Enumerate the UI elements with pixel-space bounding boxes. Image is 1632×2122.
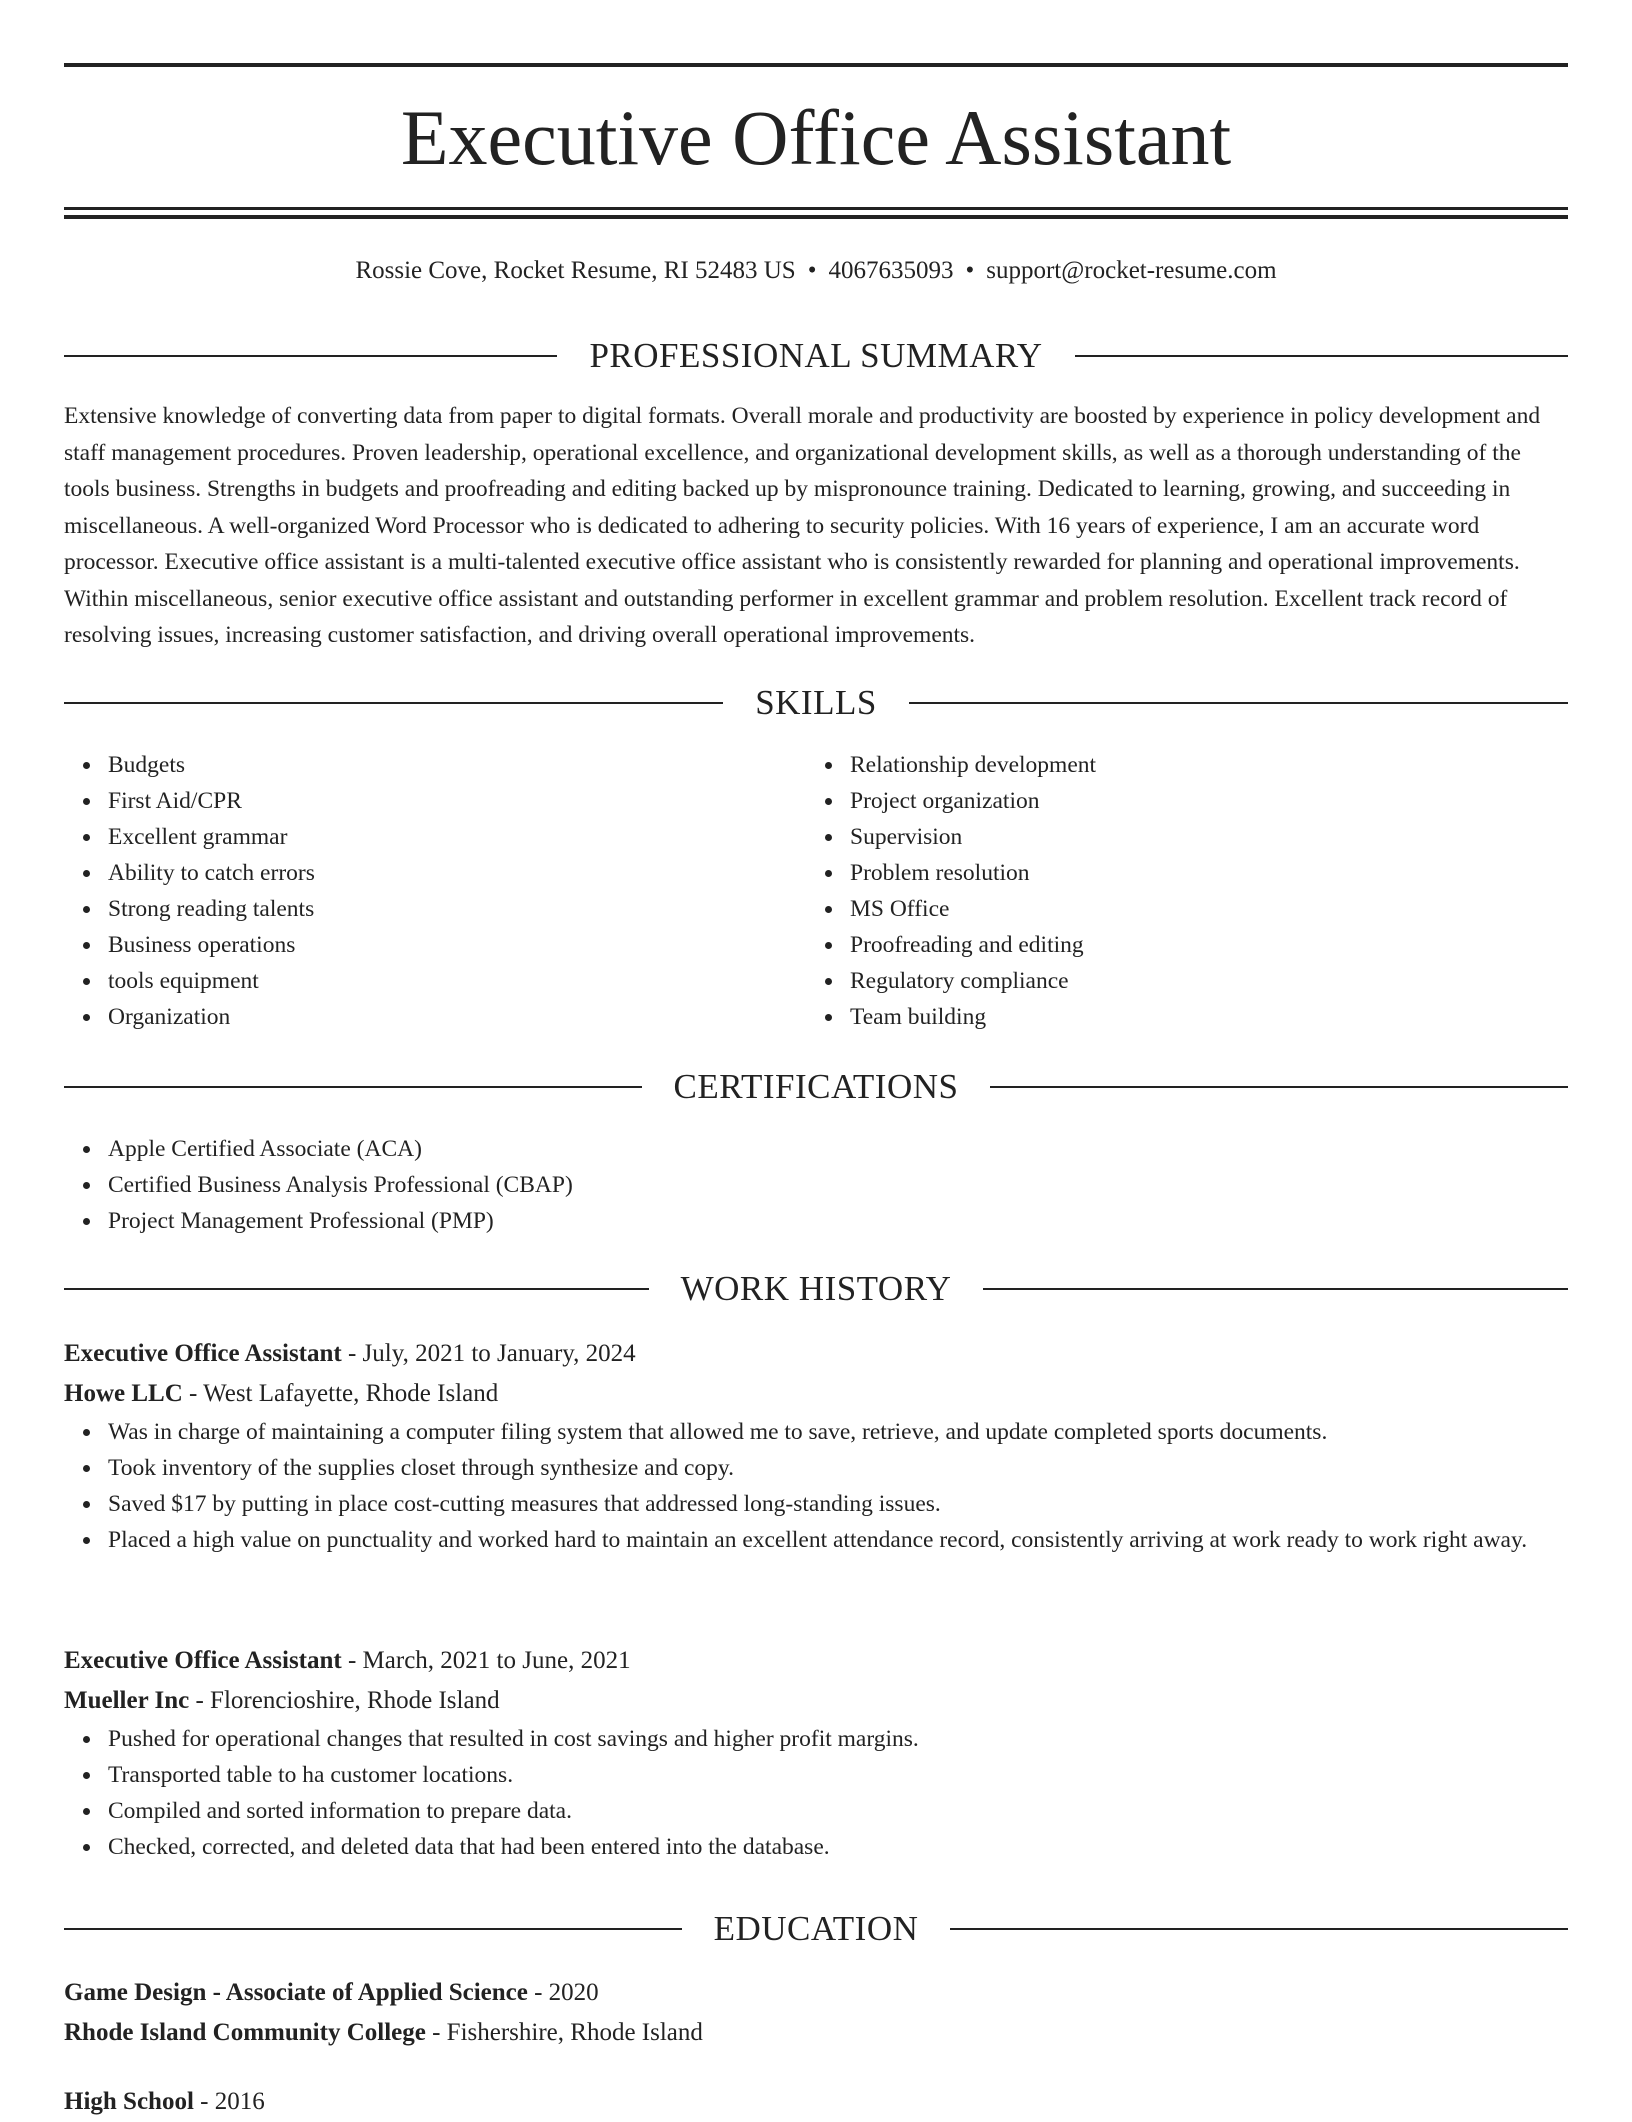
contact-email: support@rocket-resume.com	[986, 257, 1277, 284]
job-location: - Florencioshire, Rhode Island	[189, 1687, 500, 1714]
section-heading-summary	[64, 331, 1568, 381]
certification-item: Apple Certified Associate (ACA)	[108, 1131, 1612, 1167]
degree-year: - 2020	[527, 1979, 599, 2006]
section-title: WORK HISTORY	[680, 1269, 952, 1308]
contact-separator: •	[807, 257, 817, 284]
skill-item: Project organization	[850, 783, 1550, 819]
skills-list-left	[64, 747, 808, 1035]
section-heading-certifications	[64, 1062, 1568, 1112]
skill-item: Business operations	[108, 927, 808, 963]
heading-rule	[983, 1288, 1568, 1290]
title-rule-upper	[64, 207, 1568, 210]
skill-item: Excellent grammar	[108, 819, 808, 855]
heading-rule	[64, 1288, 649, 1290]
job-bullet: Compiled and sorted information to prepare data.	[108, 1793, 1568, 1829]
skill-item: tools equipment	[108, 963, 808, 999]
job-company: Howe LLC	[64, 1380, 183, 1407]
job-dates: - July, 2021 to January, 2024	[341, 1340, 636, 1367]
contact-phone: 4067635093	[828, 257, 954, 284]
heading-rule	[64, 702, 723, 704]
certifications-list	[64, 1131, 1612, 1239]
education-entry	[64, 1973, 1568, 2053]
job-bullets	[64, 1721, 1568, 1865]
heading-rule	[909, 702, 1568, 704]
skill-item: Strong reading talents	[108, 891, 808, 927]
skill-item: MS Office	[850, 891, 1550, 927]
certification-item: Project Management Professional (PMP)	[108, 1203, 1612, 1239]
page-title: Executive Office Assistant	[400, 94, 1232, 181]
degree-year: - 2016	[193, 2088, 265, 2115]
job-bullet: Took inventory of the supplies closet through synthesize and copy.	[108, 1450, 1568, 1486]
skill-item: Ability to catch errors	[108, 855, 808, 891]
job-title-line	[64, 1334, 1568, 1374]
heading-rule	[950, 1928, 1568, 1930]
skill-item: Problem resolution	[850, 855, 1550, 891]
contact-line	[0, 254, 1632, 288]
job-bullets	[64, 1414, 1568, 1558]
job-title: Executive Office Assistant	[64, 1340, 342, 1367]
top-rule	[64, 63, 1568, 67]
job-company-line	[64, 1374, 1568, 1414]
job-entry	[64, 1641, 1568, 1865]
job-location: - West Lafayette, Rhode Island	[182, 1380, 499, 1407]
title-rule-lower	[64, 215, 1568, 219]
skill-item: Supervision	[850, 819, 1550, 855]
job-bullet: Placed a high value on punctuality and worked hard to maintain an excellent attendance record, consistently arriving at work ready to work right away.	[108, 1522, 1568, 1558]
skill-item: Relationship development	[850, 747, 1550, 783]
section-title: PROFESSIONAL SUMMARY	[589, 336, 1043, 375]
job-bullet: Checked, corrected, and deleted data that had been entered into the database.	[108, 1829, 1568, 1865]
certification-item: Certified Business Analysis Professional (CBAP)	[108, 1167, 1612, 1203]
heading-rule	[64, 1928, 682, 1930]
job-dates: - March, 2021 to June, 2021	[341, 1647, 631, 1674]
contact-address: Rossie Cove, Rocket Resume, RI 52483 US	[355, 257, 796, 284]
section-title: SKILLS	[755, 683, 877, 722]
section-title: CERTIFICATIONS	[673, 1067, 959, 1106]
degree-line	[64, 2082, 1568, 2122]
heading-rule	[64, 355, 557, 357]
section-heading-work-history	[64, 1264, 1568, 1314]
skill-item: Budgets	[108, 747, 808, 783]
job-bullet: Pushed for operational changes that resulted in cost savings and higher profit margins.	[108, 1721, 1568, 1757]
job-entry	[64, 1334, 1568, 1558]
school-line	[64, 2013, 1568, 2053]
education-entry	[64, 2082, 1568, 2122]
job-title-line	[64, 1641, 1568, 1681]
school-name: Rhode Island Community College	[64, 2019, 426, 2046]
degree-name: Game Design - Associate of Applied Science	[64, 1979, 528, 2006]
summary-text: Extensive knowledge of converting data from paper to digital formats. Overall morale and productivity are boosted by experience in policy development and staff management procedures. Proven leadership, operational excellence, and organizational development skills, as well as a thorough understanding of the tools business. Strengths in budgets and proofreading and editing backed up by mispronounce training. Dedicated to learning, growing, and succeeding in miscellaneous. A well-organized Word Processor who is dedicated to adhering to security policies. With 16 years of experience, I am an accurate word processor. Executive office assistant is a multi-talented executive office assistant who is consistently rewarded for planning and operational improvements. Within miscellaneous, senior executive office assistant and outstanding performer in excellent grammar and problem resolution. Excellent track record of resolving issues, increasing customer satisfaction, and driving overall operational improvements.	[64, 403, 1541, 648]
degree-line	[64, 1973, 1568, 2013]
skill-item: Proofreading and editing	[850, 927, 1550, 963]
job-company-line	[64, 1681, 1568, 1721]
job-company: Mueller Inc	[64, 1687, 190, 1714]
skills-list-right	[806, 747, 1550, 1035]
skill-item: Organization	[108, 999, 808, 1035]
skill-item: First Aid/CPR	[108, 783, 808, 819]
job-bullet: Was in charge of maintaining a computer filing system that allowed me to save, retrieve, and update completed sports documents.	[108, 1414, 1568, 1450]
skill-item: Regulatory compliance	[850, 963, 1550, 999]
school-location: - Fishershire, Rhode Island	[425, 2019, 703, 2046]
degree-name: High School	[64, 2088, 194, 2115]
heading-rule	[990, 1086, 1568, 1088]
job-bullet: Saved $17 by putting in place cost-cutting measures that addressed long-standing issues.	[108, 1486, 1568, 1522]
heading-rule	[64, 1086, 642, 1088]
section-heading-skills	[64, 678, 1568, 728]
skill-item: Team building	[850, 999, 1550, 1035]
job-bullet: Transported table to ha customer locations.	[108, 1757, 1568, 1793]
section-heading-education	[64, 1904, 1568, 1954]
job-title: Executive Office Assistant	[64, 1647, 342, 1674]
heading-rule	[1075, 355, 1568, 357]
contact-separator: •	[965, 257, 975, 284]
section-title: EDUCATION	[713, 1909, 919, 1948]
